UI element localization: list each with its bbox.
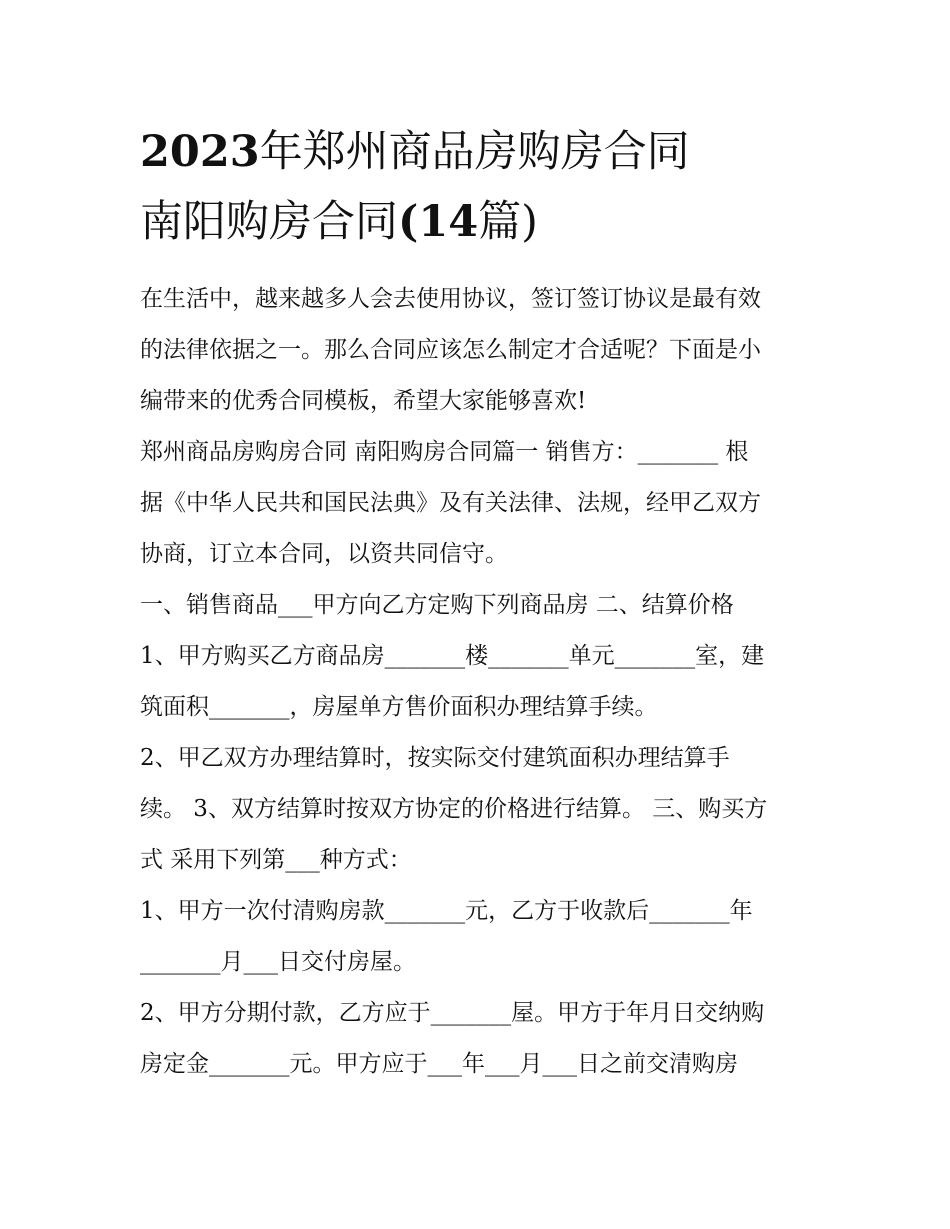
body-line: _______月___日交付房屋。: [140, 949, 416, 975]
document-title: [140, 117, 840, 257]
body-line: 编带来的优秀合同模板，希望大家能够喜欢!: [140, 388, 587, 414]
body-line: 1、甲方一次付清购房款_______元，乙方于收款后_______年: [140, 898, 753, 924]
title-line-2-tail: 篇): [478, 197, 538, 247]
body-line: 筑面积_______，房屋单方售价面积办理结算手续。: [140, 694, 658, 720]
body-line: 一、销售商品___甲方向乙方定购下列商品房 二、结算价格: [140, 592, 734, 618]
body-line: 房定金_______元。甲方应于___年___月___日之前交清购房: [140, 1051, 738, 1077]
body-line: 2、甲乙双方办理结算时，按实际交付建筑面积办理结算手: [140, 745, 730, 771]
body-line: 郑州商品房购房合同 南阳购房合同篇一 销售方：_______ 根: [140, 439, 749, 465]
body-line: 的法律依据之一。那么合同应该怎么制定才合适呢？下面是小: [140, 337, 761, 363]
body-line: 协商，订立本合同，以资共同信守。: [140, 541, 508, 567]
title-line-1-text: 年郑州商品房购房合同: [259, 127, 690, 177]
title-line-1: [140, 117, 840, 187]
body-line: 据《中华人民共和国民法典》及有关法律、法规，经甲乙双方: [140, 490, 761, 516]
title-count: (14: [398, 197, 479, 247]
body-line: 2、甲方分期付款，乙方应于_______屋。甲方于年月日交纳购: [140, 1000, 765, 1026]
body-line: 续。 3、双方结算时按双方协定的价格进行结算。 三、购买方: [140, 796, 768, 822]
title-year: 2023: [140, 127, 260, 177]
body-line: 式 采用下列第___种方式：: [140, 847, 412, 873]
body-line: 1、甲方购买乙方商品房_______楼_______单元_______室，建: [140, 643, 765, 669]
title-line-2-text: 南阳购房合同: [140, 197, 398, 247]
body-line: 在生活中，越来越多人会去使用协议，签订签订协议是最有效: [140, 286, 761, 312]
title-line-2: [140, 187, 840, 257]
document-body: [140, 274, 820, 1090]
